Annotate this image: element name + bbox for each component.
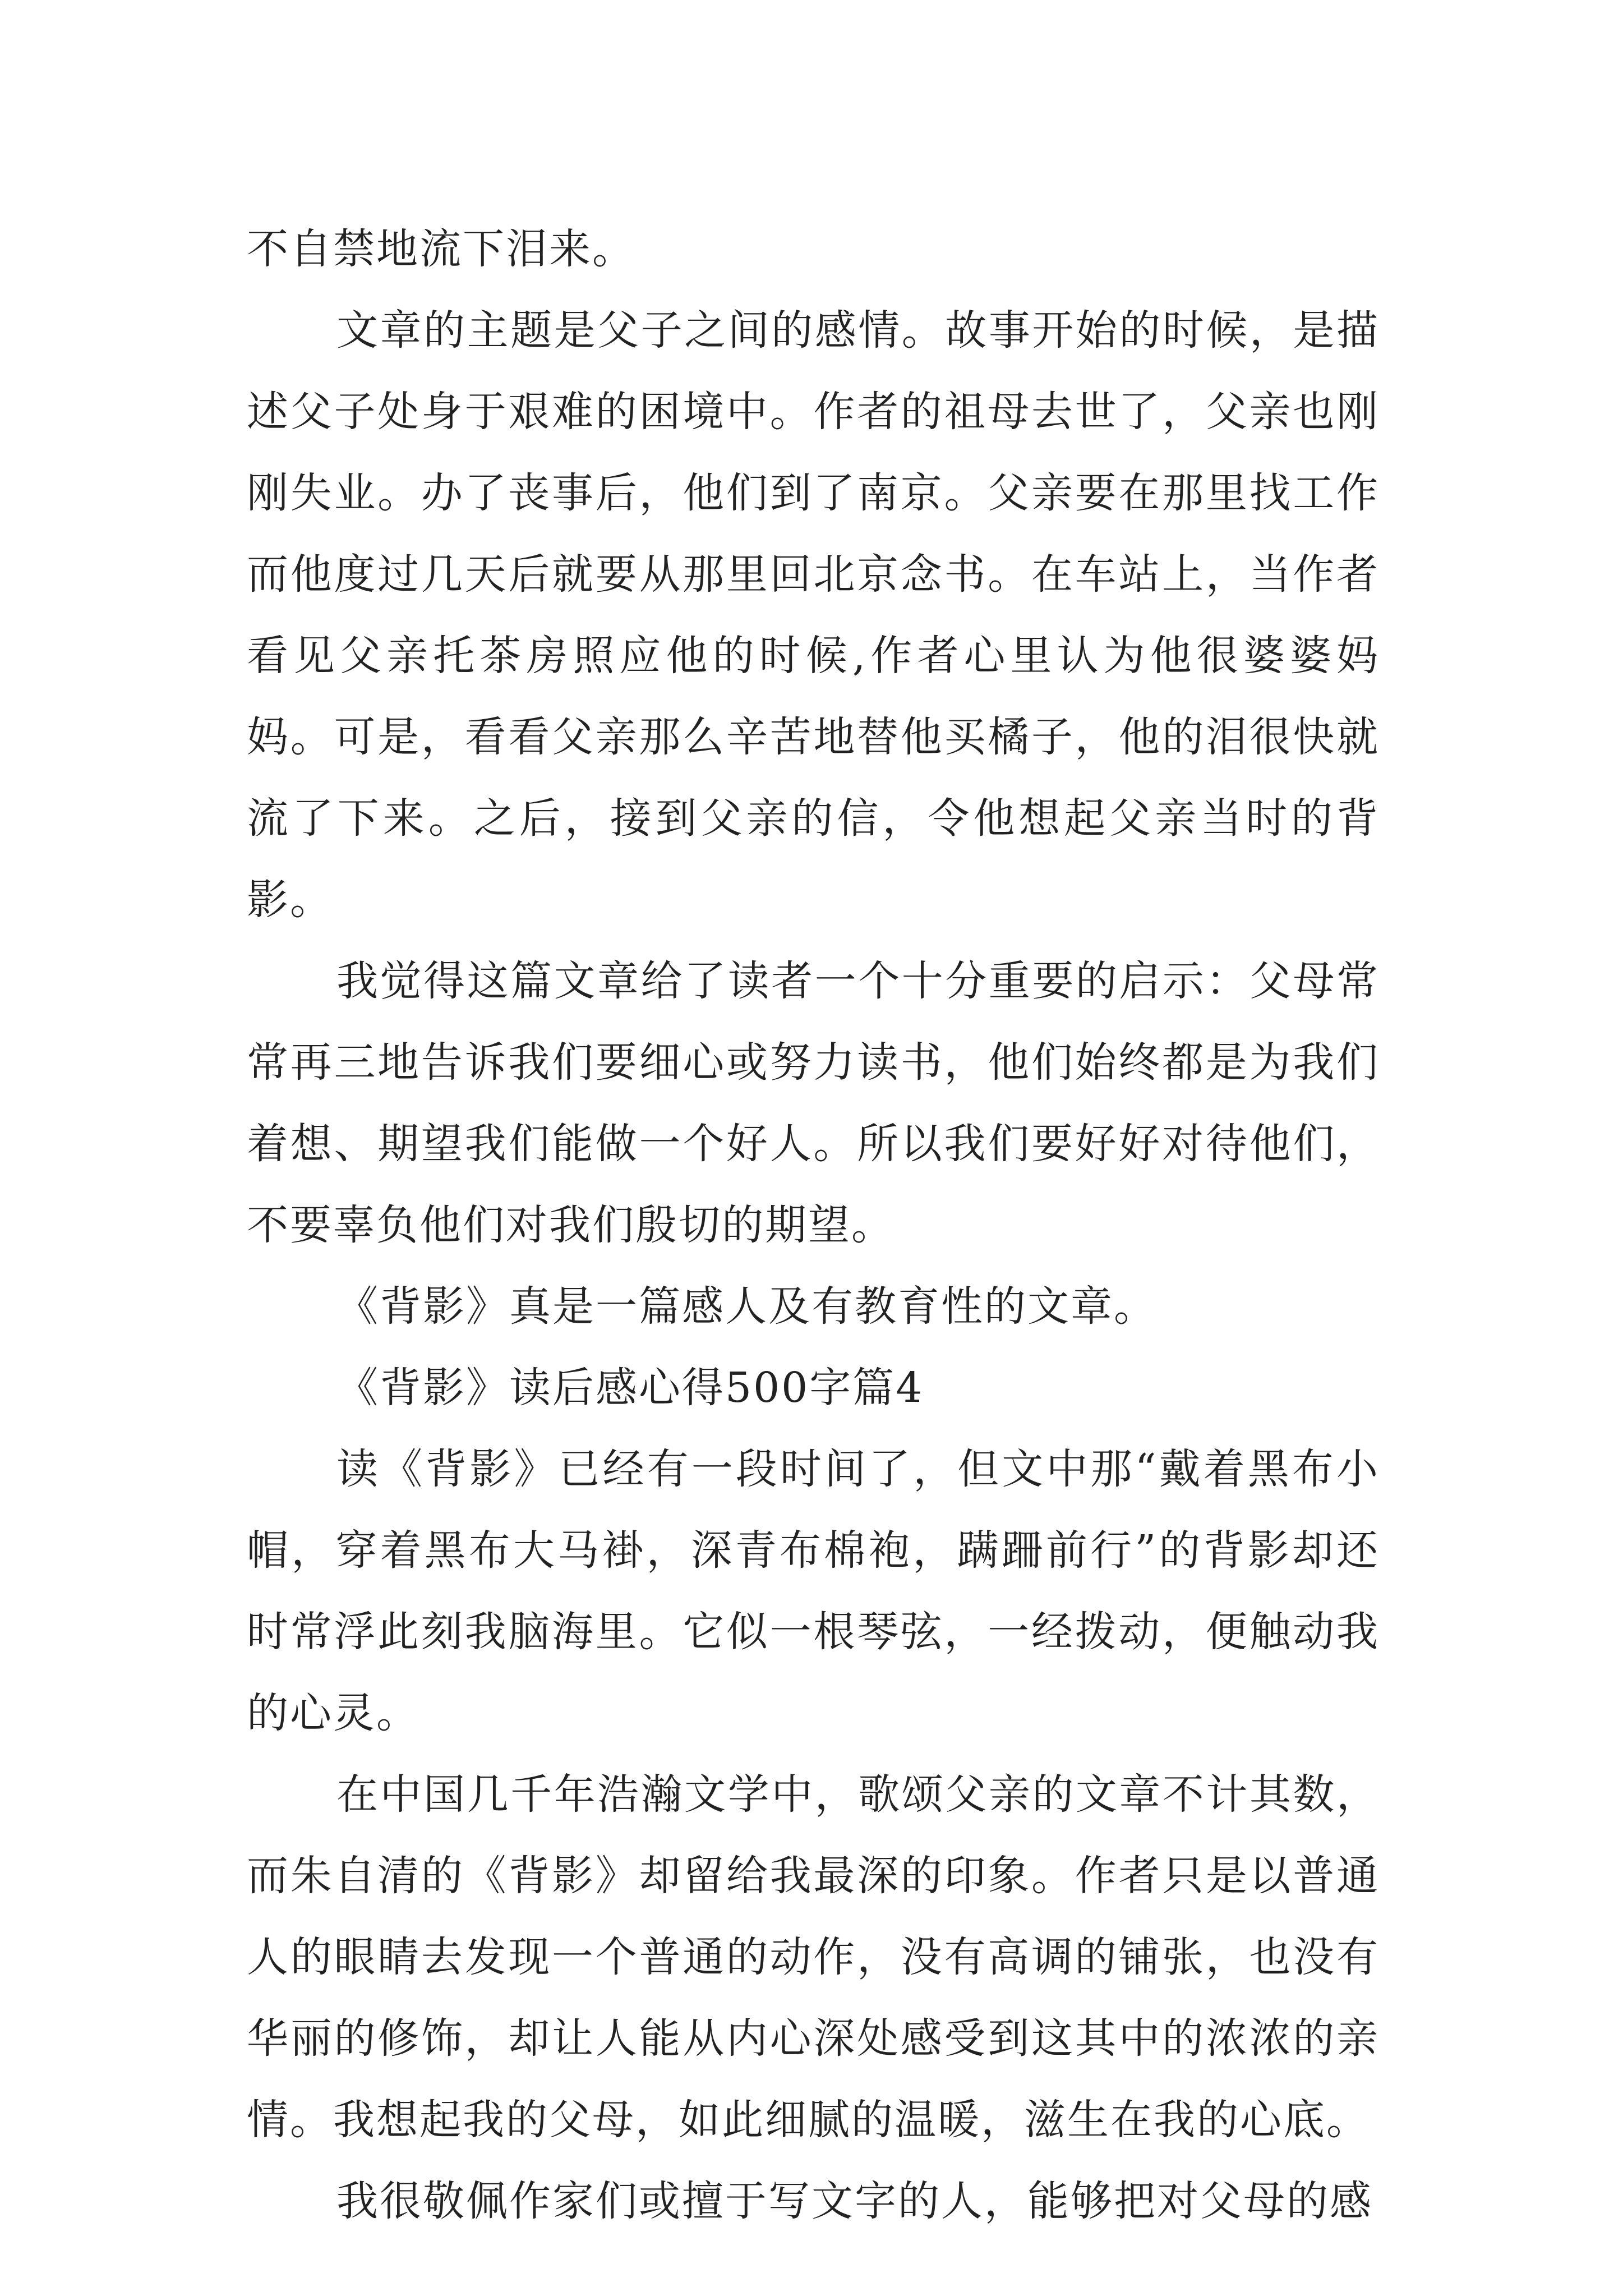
section-heading: 《背影》读后感心得500字篇4 — [336, 1364, 924, 1412]
paragraph: 在中国几千年浩瀚文学中，歌颂父亲的文章不计其数，而朱自清的《背影》却留给我最深的印象。作者只是以普通人的眼睛去发现一个普通的动作，没有高调的铺张，也没有华丽的修饰，却让人能从内心深处感受到这其中的浓浓的亲情。我想起我的父母，如此细腻的温暖，滋生在我的心底。 — [247, 1770, 1380, 2144]
paragraph: 我很敬佩作家们或擅于写文字的人，能够把对父母的感 — [336, 2177, 1373, 2225]
paragraph: 读《背影》已经有一段时间了，但文中那“戴着黑布小帽，穿着黑布大马褂，深青布棉袍，蹒跚前行”的背影却还时常浮此刻我脑海里。它似一根琴弦，一经拨动，便触动我的心灵。 — [247, 1445, 1380, 1737]
paragraph: 我觉得这篇文章给了读者一个十分重要的启示：父母常常再三地告诉我们要细心或努力读书，他们始终都是为我们着想、期望我们能做一个好人。所以我们要好好对待他们，不要辜负他们对我们殷切的期望。 — [247, 957, 1380, 1249]
paragraph-continuation: 不自禁地流下泪来。 — [247, 225, 635, 273]
document-body — [247, 209, 1380, 2242]
paragraph: 《背影》真是一篇感人及有教育性的文章。 — [336, 1282, 1157, 1331]
paragraph: 文章的主题是父子之间的感情。故事开始的时候，是描述父子处身于艰难的困境中。作者的祖母去世了，父亲也刚刚失业。办了丧事后，他们到了南京。父亲要在那里找工作而他度过几天后就要从那里回北京念书。在车站上，当作者看见父亲托茶房照应他的时候,作者心里认为他很婆婆妈妈。可是，看看父亲那么辛苦地替他买橘子，他的泪很快就流了下来。之后，接到父亲的信，令他想起父亲当时的背影。 — [247, 306, 1380, 924]
